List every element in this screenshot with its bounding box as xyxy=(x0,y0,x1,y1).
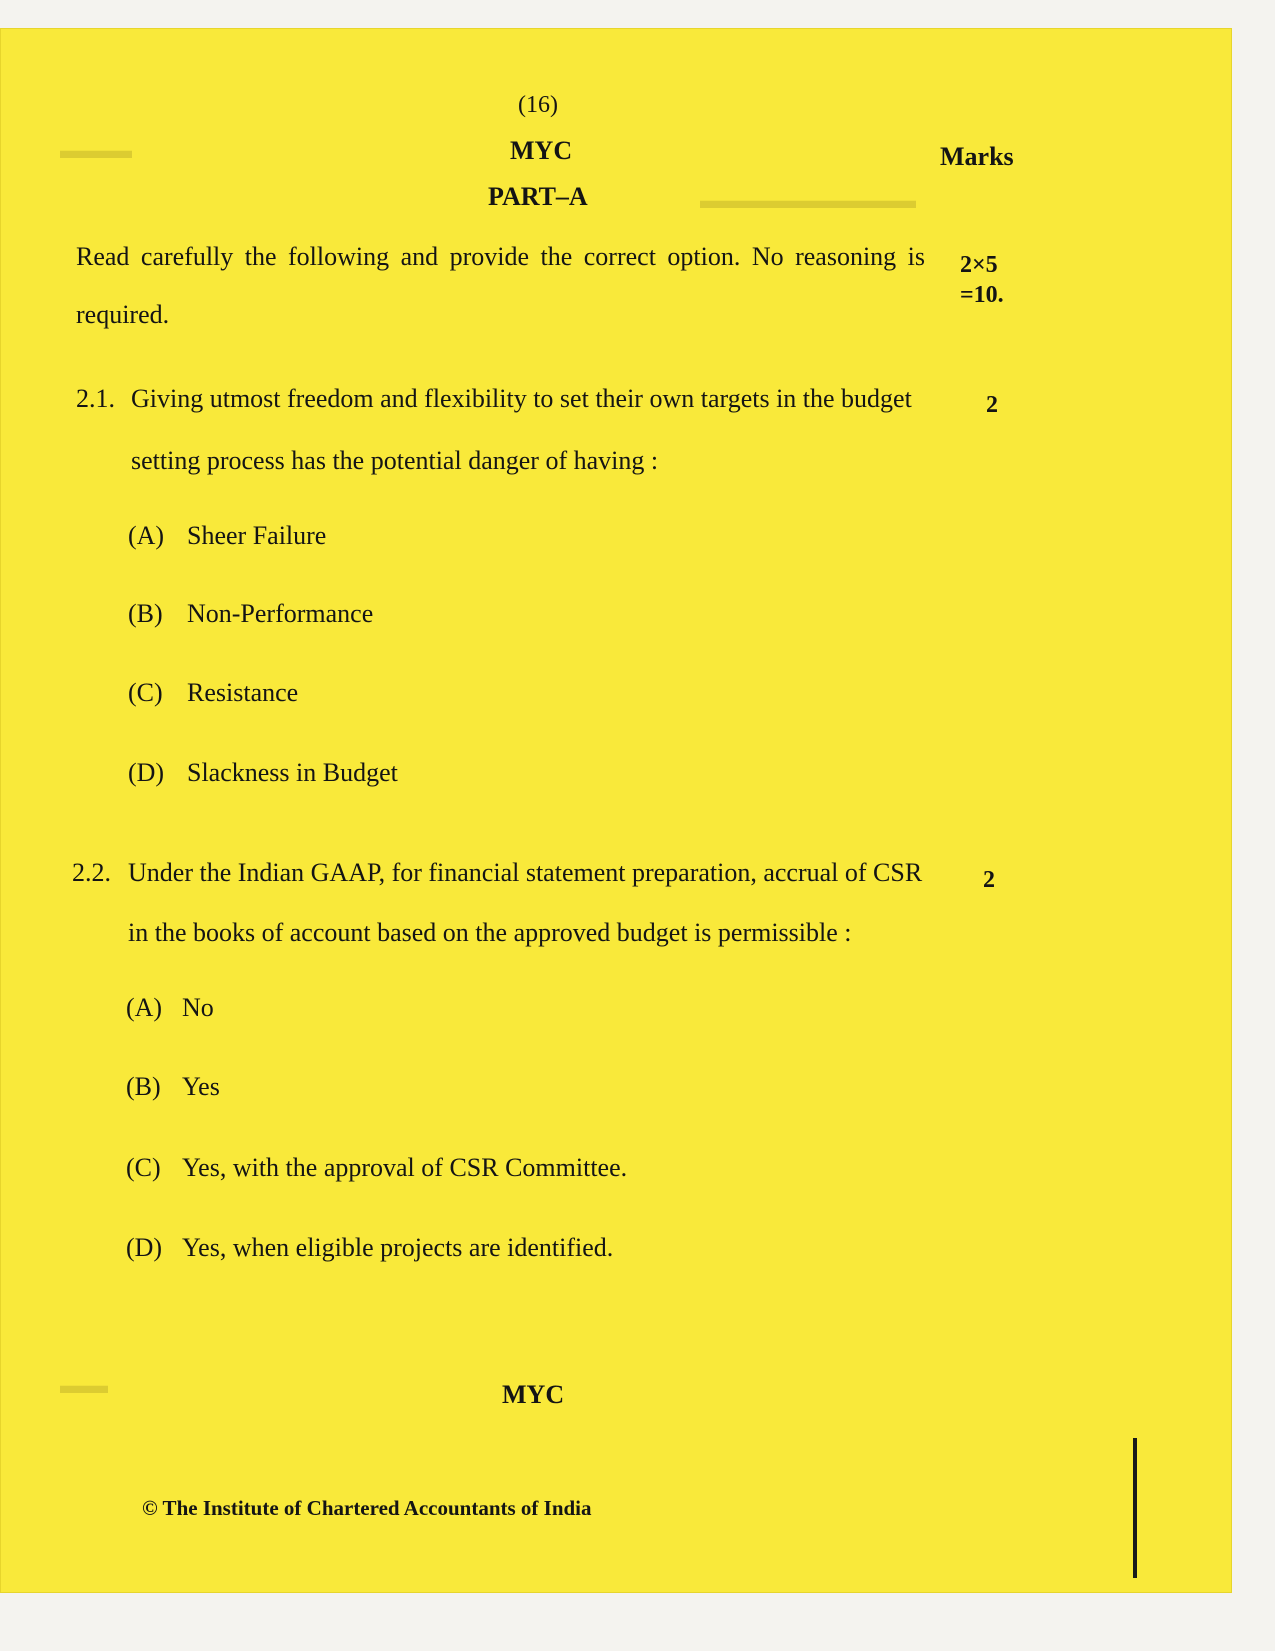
part-heading: PART–A xyxy=(488,182,588,211)
paper-code-header: MYC xyxy=(510,136,573,165)
instructions-marks-1: 2×5 xyxy=(960,252,998,278)
option-d-letter: (D) xyxy=(128,758,165,787)
question-text-line-1: Giving utmost freedom and flexibility to set their own targets in the budget xyxy=(131,384,912,413)
option-c-text: Yes, with the approval of CSR Committee. xyxy=(182,1153,628,1182)
option-b-letter: (B) xyxy=(128,599,163,628)
bleed-through-decoration: ▬▬▬ xyxy=(60,138,132,164)
option-a-letter: (A) xyxy=(126,993,163,1022)
option-d-text: Yes, when eligible projects are identified. xyxy=(182,1233,614,1262)
option-b-letter: (B) xyxy=(126,1072,161,1101)
option-b-text: Yes xyxy=(182,1072,220,1101)
option-d-text: Slackness in Budget xyxy=(187,758,398,787)
copyright-notice: © The Institute of Chartered Accountants of India xyxy=(142,1496,592,1520)
marks-column-heading: Marks xyxy=(940,142,1014,171)
option-c-letter: (C) xyxy=(126,1153,161,1182)
paper-code-footer: MYC xyxy=(502,1380,565,1409)
question-marks: 2 xyxy=(986,392,998,418)
question-number: 2.2. xyxy=(72,858,111,887)
page-number: (16) xyxy=(518,92,558,118)
bleed-through-decoration: ▬▬ xyxy=(60,1373,108,1399)
instructions-marks-2: =10. xyxy=(960,282,1004,308)
option-a-text: No xyxy=(182,993,214,1022)
question-number: 2.1. xyxy=(76,384,115,413)
question-text-line-1: Under the Indian GAAP, for financial statement preparation, accrual of CSR xyxy=(128,858,923,887)
question-text-line-2: in the books of account based on the approved budget is permissible : xyxy=(128,918,852,947)
option-a-text: Sheer Failure xyxy=(187,521,327,550)
question-text-line-2: setting process has the potential danger of having : xyxy=(131,446,659,475)
margin-rule-divider xyxy=(1133,1438,1137,1578)
option-a-letter: (A) xyxy=(128,521,165,550)
instructions-line-2: required. xyxy=(76,300,170,329)
option-c-text: Resistance xyxy=(187,678,299,707)
option-b-text: Non-Performance xyxy=(187,599,374,628)
exam-page xyxy=(0,28,1232,1593)
instructions-line-1: Read carefully the following and provide the correct option. No reasoning is xyxy=(76,242,925,271)
option-c-letter: (C) xyxy=(128,678,163,707)
option-d-letter: (D) xyxy=(126,1233,163,1262)
bleed-through-decoration: ▬▬▬▬▬▬▬▬▬ xyxy=(700,188,916,214)
question-marks: 2 xyxy=(983,867,995,893)
